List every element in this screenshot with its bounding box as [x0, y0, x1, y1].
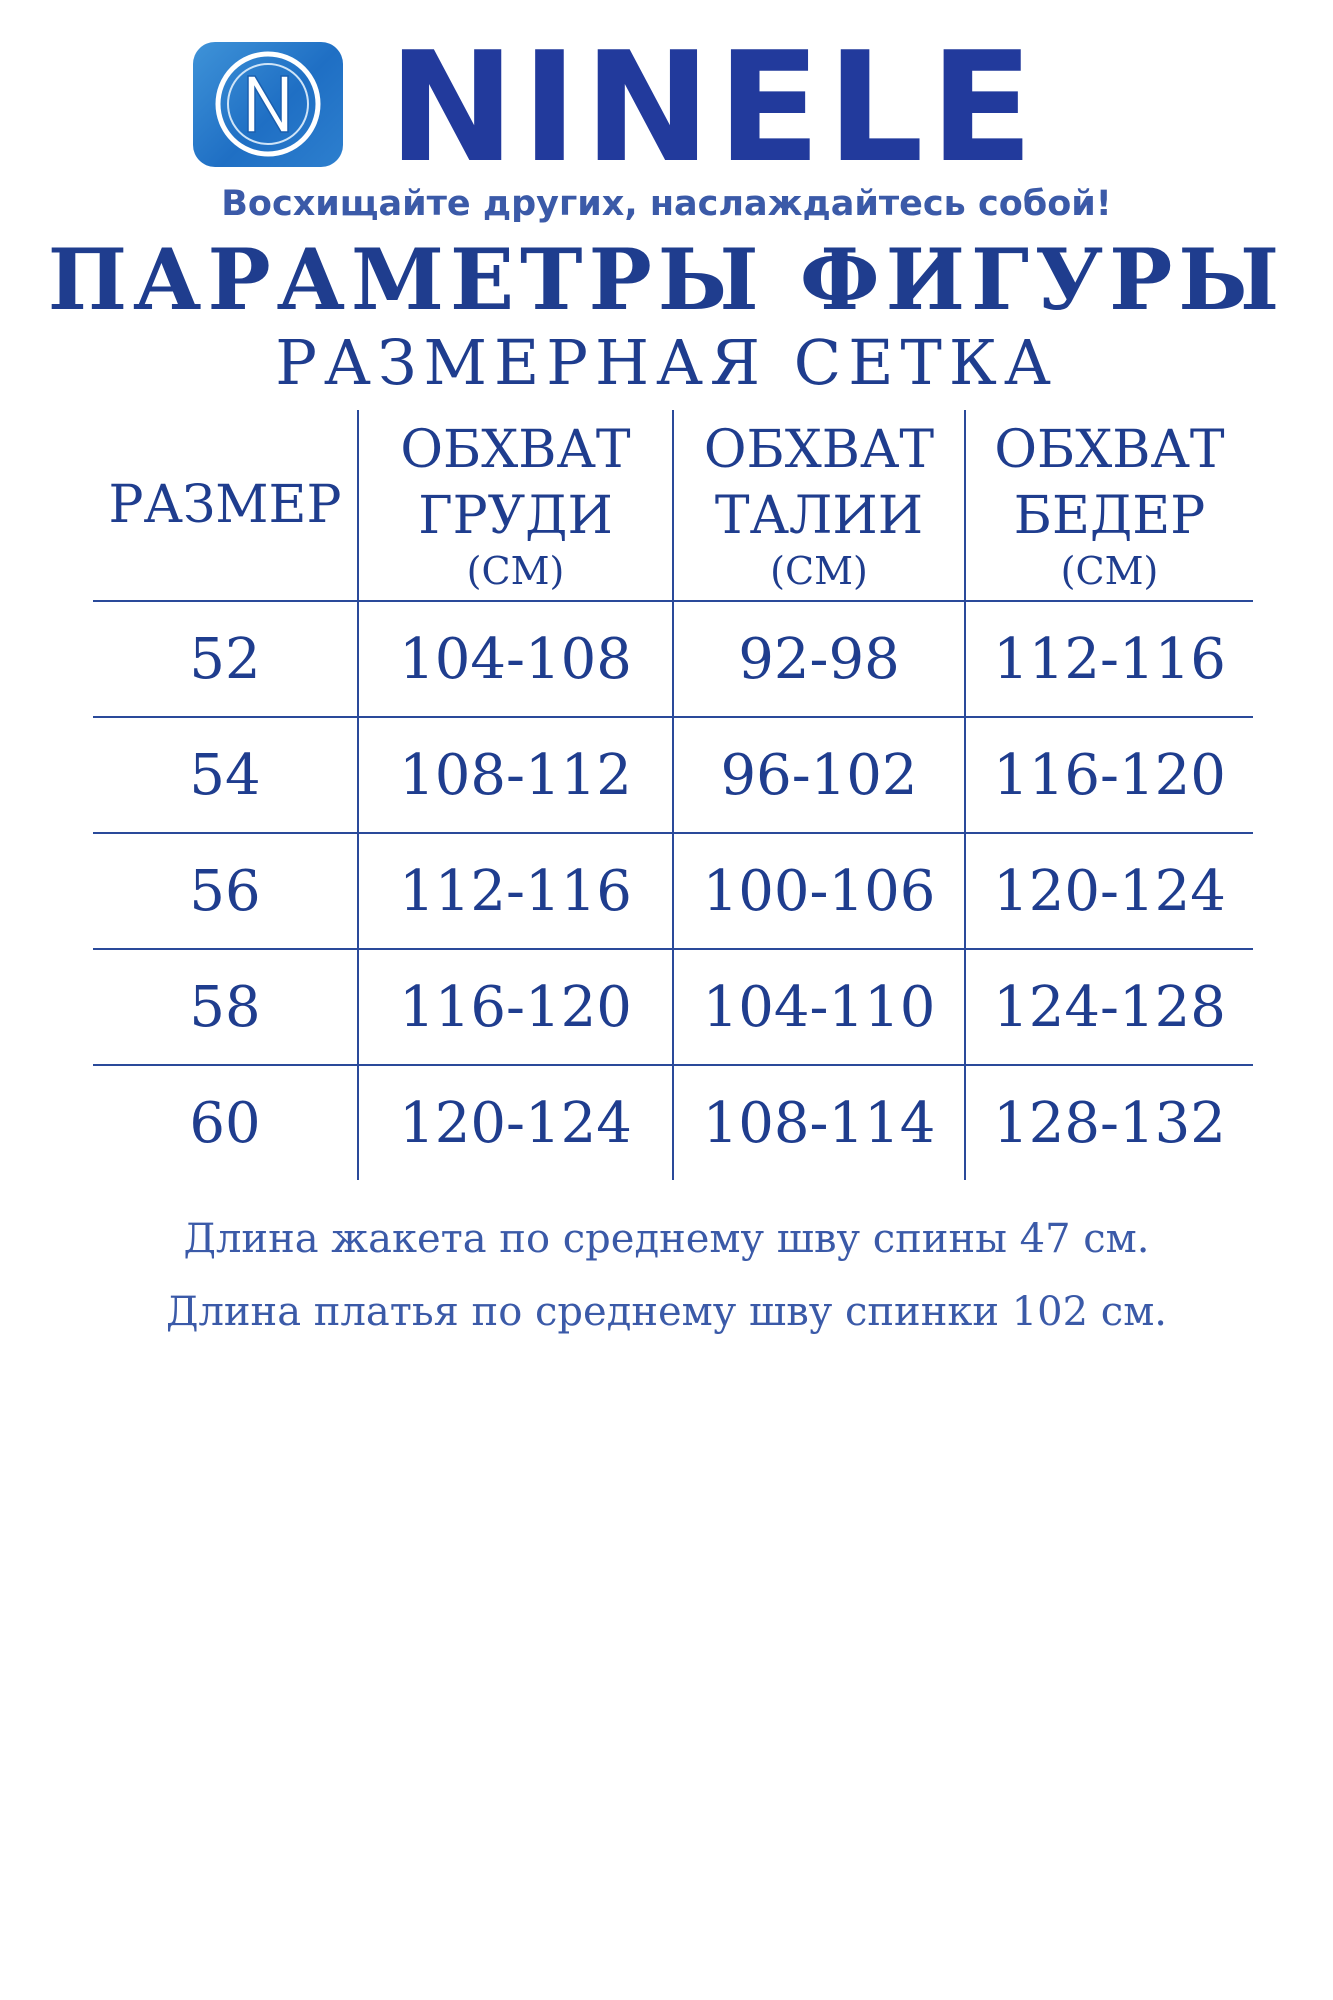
header-waist — [673, 410, 965, 601]
table-row — [93, 1065, 1253, 1180]
table-row — [93, 949, 1253, 1065]
header-waist-unit: (СМ) — [770, 549, 868, 593]
cell-hips: 112-116 — [965, 601, 1253, 717]
note-jacket-length: Длина жакета по среднему шву спины 47 см. — [183, 1216, 1150, 1262]
cell-chest: 112-116 — [358, 833, 673, 949]
page-subtitle: РАЗМЕРНАЯ СЕТКА — [275, 326, 1058, 399]
header-size-label: РАЗМЕР — [108, 475, 342, 535]
cell-size: 58 — [93, 949, 358, 1065]
header-waist-line1: ОБХВАТ — [703, 420, 935, 480]
header-waist-line2: ТАЛИИ — [714, 486, 924, 546]
cell-chest: 120-124 — [358, 1065, 673, 1180]
cell-waist: 96-102 — [673, 717, 965, 833]
brand-logo-icon — [193, 42, 343, 167]
cell-waist: 108-114 — [673, 1065, 965, 1180]
cell-hips: 120-124 — [965, 833, 1253, 949]
brand-header — [193, 19, 1153, 196]
table-row — [93, 717, 1253, 833]
header-hips-line1: ОБХВАТ — [994, 420, 1225, 480]
page-title: ПАРАМЕТРЫ ФИГУРЫ — [47, 230, 1286, 329]
brand-name: NINELE — [388, 19, 1040, 196]
table-header-row — [93, 410, 1253, 601]
header-chest-unit: (СМ) — [466, 549, 565, 593]
header-hips-line2: БЕДЕР — [1013, 486, 1206, 546]
header-chest-line1: ОБХВАТ — [400, 420, 631, 480]
cell-waist: 100-106 — [673, 833, 965, 949]
cell-size: 60 — [93, 1065, 358, 1180]
cell-size: 56 — [93, 833, 358, 949]
header-chest-line2: ГРУДИ — [418, 486, 613, 546]
header-chest — [358, 410, 673, 601]
table-row — [93, 833, 1253, 949]
table-row — [93, 601, 1253, 717]
cell-chest: 116-120 — [358, 949, 673, 1065]
cell-size: 54 — [93, 717, 358, 833]
note-dress-length: Длина платья по среднему шву спинки 102 см. — [165, 1289, 1168, 1335]
header-size — [93, 410, 358, 601]
cell-hips: 116-120 — [965, 717, 1253, 833]
cell-waist: 104-110 — [673, 949, 965, 1065]
cell-hips: 128-132 — [965, 1065, 1253, 1180]
cell-chest: 104-108 — [358, 601, 673, 717]
brand-tagline: Восхищайте других, наслаждайтесь собой! — [221, 184, 1112, 224]
cell-chest: 108-112 — [358, 717, 673, 833]
header-hips — [965, 410, 1253, 601]
cell-waist: 92-98 — [673, 601, 965, 717]
cell-hips: 124-128 — [965, 949, 1253, 1065]
size-chart-table — [93, 410, 1253, 1180]
cell-size: 52 — [189, 626, 261, 692]
header-hips-unit: (СМ) — [1060, 549, 1159, 593]
